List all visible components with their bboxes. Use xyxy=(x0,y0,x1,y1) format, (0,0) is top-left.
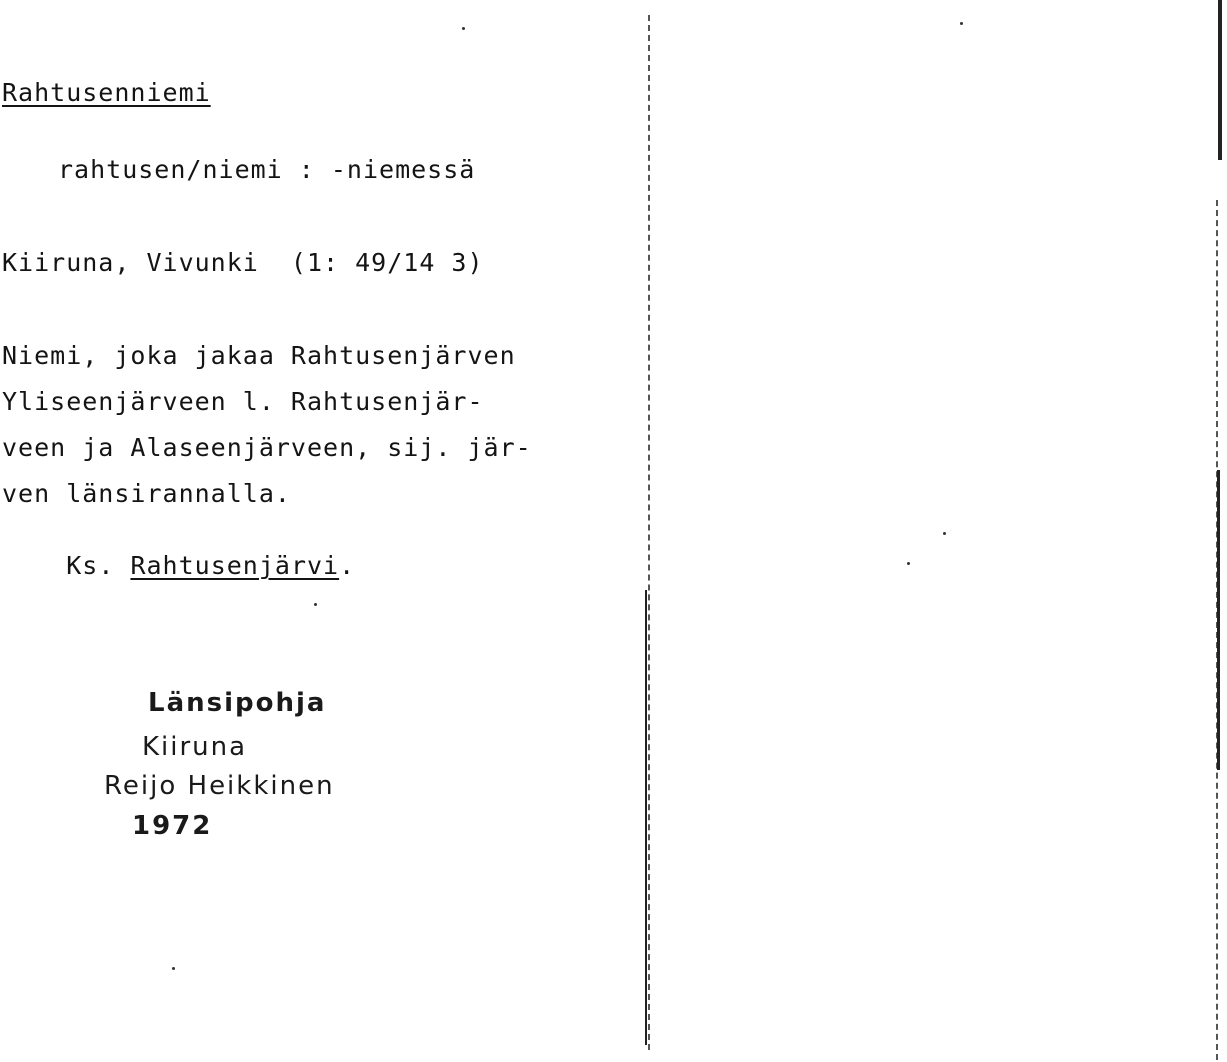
speck xyxy=(907,562,910,565)
speck xyxy=(462,27,465,30)
speck xyxy=(960,22,963,25)
card-fold-line xyxy=(648,15,650,1050)
description-line-2: Yliseenjärveen l. Rahtusenjär- xyxy=(2,387,484,416)
speck xyxy=(172,967,175,970)
description-line-1: Niemi, joka jakaa Rahtusenjärven xyxy=(2,341,516,370)
description-line-3: veen ja Alaseenjärveen, sij. jär- xyxy=(2,433,532,462)
stamp-municipality: Kiiruna xyxy=(142,732,248,762)
speck xyxy=(314,603,317,606)
entry-heading: Rahtusenniemi xyxy=(2,78,211,107)
stamp-year: 1972 xyxy=(132,811,213,841)
stamp-collector: Reijo Heikkinen xyxy=(104,771,335,801)
see-also-line xyxy=(2,528,355,603)
card-right-edge-upper xyxy=(1218,0,1222,160)
speck xyxy=(943,532,946,535)
card-right-edge-middle xyxy=(1217,470,1220,770)
inflection-line: rahtusen/niemi : -niemessä xyxy=(58,155,476,184)
see-also-prefix: Ks. xyxy=(66,551,131,580)
see-also-link[interactable]: Rahtusenjärvi xyxy=(130,551,340,580)
see-also-suffix: . xyxy=(339,551,356,580)
description-line-4: ven länsirannalla. xyxy=(2,479,291,508)
card-fold-solid xyxy=(645,590,647,1045)
stamp-region: Länsipohja xyxy=(148,688,327,718)
location-line: Kiiruna, Vivunki (1: 49/14 3) xyxy=(2,248,484,277)
